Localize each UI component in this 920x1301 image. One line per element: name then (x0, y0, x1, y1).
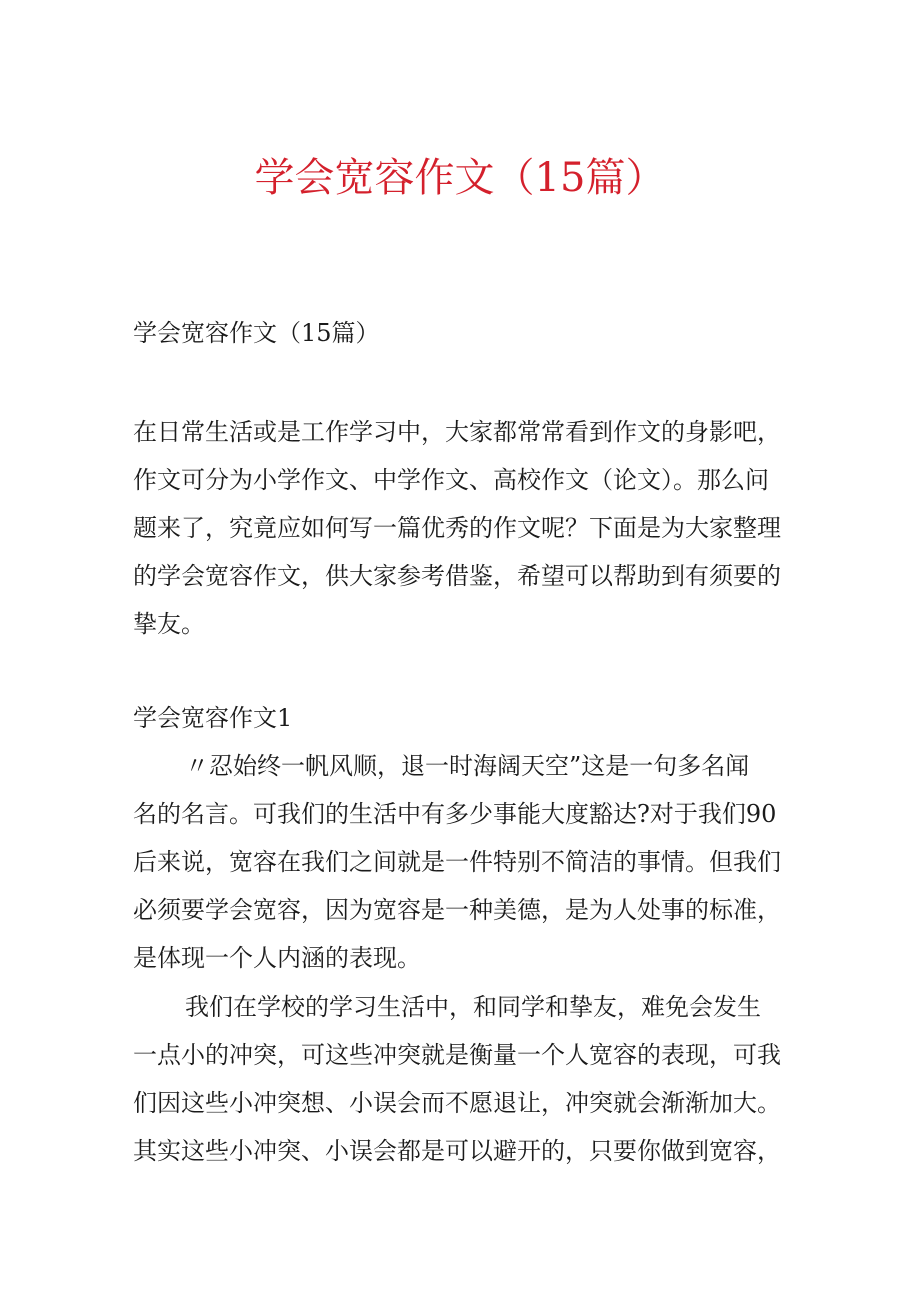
paragraph-line: 必须要学会宽容，因为宽容是一种美德，是为人处事的标准， (133, 896, 781, 924)
paragraph-line: 名的名言。可我们的生活中有多少事能大度豁达?对于我们90 (133, 800, 777, 828)
paragraph-line: 们因这些小冲突想、小误会而不愿退让，冲突就会渐渐加大。 (133, 1089, 781, 1117)
intro-line: 的学会宽容作文，供大家参考借鉴，希望可以帮助到有须要的 (133, 562, 781, 590)
paragraph-line: 后来说，宽容在我们之间就是一件特别不简洁的事情。但我们 (133, 848, 781, 876)
paragraph-line: 〃忍始终一帆风顺，退一时海阔天空”这是一句多名闻 (185, 752, 750, 780)
document-title: 学会宽容作文（15篇） (254, 155, 666, 201)
paragraph-line: 是体现一个人内涵的表现。 (133, 944, 421, 972)
paragraph-line: 其实这些小冲突、小误会都是可以避开的，只要你做到宽容， (133, 1137, 781, 1165)
intro-line: 题来了，究竟应如何写一篇优秀的作文呢？下面是为大家整理 (133, 514, 781, 542)
intro-line: 作文可分为小学作文、中学作文、高校作文（论文）。那么问 (133, 466, 769, 494)
paragraph-line: 一点小的冲突，可这些冲突就是衡量一个人宽容的表现，可我 (133, 1041, 781, 1069)
document-subtitle: 学会宽容作文（15篇） (133, 319, 380, 347)
body-paragraph-1 (133, 742, 793, 982)
intro-line: 挚友。 (133, 610, 205, 638)
intro-paragraph (133, 408, 793, 648)
section-heading: 学会宽容作文1 (133, 704, 293, 732)
intro-line: 在日常生活或是工作学习中，大家都常常看到作文的身影吧， (133, 418, 781, 446)
body-paragraph-2 (133, 983, 793, 1175)
paragraph-line: 我们在学校的学习生活中，和同学和挚友，难免会发生 (185, 993, 761, 1021)
